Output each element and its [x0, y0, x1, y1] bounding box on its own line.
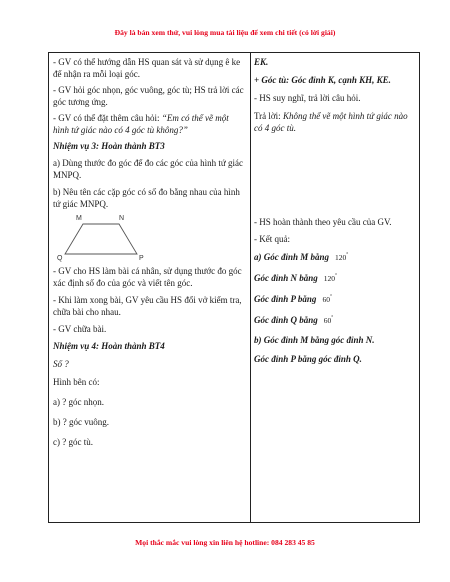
left-p5: - Khi làm xong bài, GV yêu cầu HS đổi vở kiểm tra, chữa bài cho nhau. — [53, 295, 242, 317]
trapezoid-shape — [65, 224, 137, 254]
so-label: Số ? — [53, 359, 69, 369]
right-ek: EK. — [254, 57, 269, 67]
item-a: a) ? góc nhọn. — [53, 397, 104, 407]
task3-b: b) Nêu tên các cặp góc có số đo bằng nhau của hình tứ giác MNPQ. — [53, 187, 240, 209]
right-suy-nghi: - HS suy nghĩ, trả lời câu hỏi. — [254, 93, 361, 103]
result-b2: Góc đỉnh P bằng góc đỉnh Q. — [254, 354, 362, 364]
left-p6: - GV chữa bài. — [53, 324, 107, 334]
left-p4: - GV cho HS làm bài cá nhân, sử dụng thước đo góc xác định số đo của góc và viết tên góc. — [53, 266, 242, 288]
left-p3: - GV có thể đặt thêm câu hỏi: “Em có thể vẽ một hình tứ giác nào có 4 góc tù không?” — [53, 113, 229, 135]
right-goc-tu: + Góc tù: Góc đỉnh K, cạnh KH, KE. — [254, 75, 391, 85]
left-p2: - GV hỏi góc nhọn, góc vuông, góc tù; HS trả lời các góc tương ứng. — [53, 85, 244, 107]
result-p: Góc đỉnh P bằng 60° — [254, 294, 332, 304]
hotline-banner: Mọi thắc mắc vui lòng xin liên hệ hotline: 084 283 45 85 — [135, 538, 315, 547]
right-column — [254, 53, 416, 365]
label-M: M — [76, 215, 82, 222]
result-q: Góc đỉnh Q bằng 60° — [254, 315, 334, 325]
item-c: c) ? góc tù. — [53, 437, 93, 447]
task4-heading: Nhiệm vụ 4: Hoàn thành BT4 — [53, 341, 165, 351]
right-hoan-thanh: - HS hoàn thành theo yêu cầu của GV. — [254, 217, 392, 227]
lesson-table — [48, 52, 420, 523]
result-n: Góc đỉnh N bằng 120° — [254, 273, 338, 283]
task3-a: a) Dùng thước đo góc để đo các góc của hình tứ giác MNPQ. — [53, 158, 243, 180]
hinh-ben-co: Hình bên có: — [53, 377, 100, 387]
label-N: N — [119, 215, 125, 222]
trapezoid-mnpq-figure — [57, 210, 157, 262]
preview-banner: Đây là bản xem thử, vui lòng mua tài liệu để xem chi tiết (có lời giải) — [114, 28, 336, 37]
left-p1: - GV có thể hướng dẫn HS quan sát và sử dụng ê ke để nhận ra mỗi loại góc. — [53, 57, 241, 79]
right-tra-loi: Trả lời: Không thể vẽ một hình tứ giác nào có 4 góc tù. — [254, 111, 408, 133]
task3-heading: Nhiệm vụ 3: Hoàn thành BT3 — [53, 141, 165, 151]
label-Q: Q — [57, 255, 63, 262]
item-b: b) ? góc vuông. — [53, 417, 109, 427]
right-ket-qua: - Kết quả: — [254, 234, 290, 244]
result-b1: b) Góc đỉnh M bằng góc đỉnh N. — [254, 335, 375, 345]
label-P: P — [139, 255, 144, 262]
result-m: a) Góc đỉnh M bằng 120° — [254, 252, 349, 262]
column-divider — [250, 53, 251, 522]
left-column — [53, 53, 246, 448]
